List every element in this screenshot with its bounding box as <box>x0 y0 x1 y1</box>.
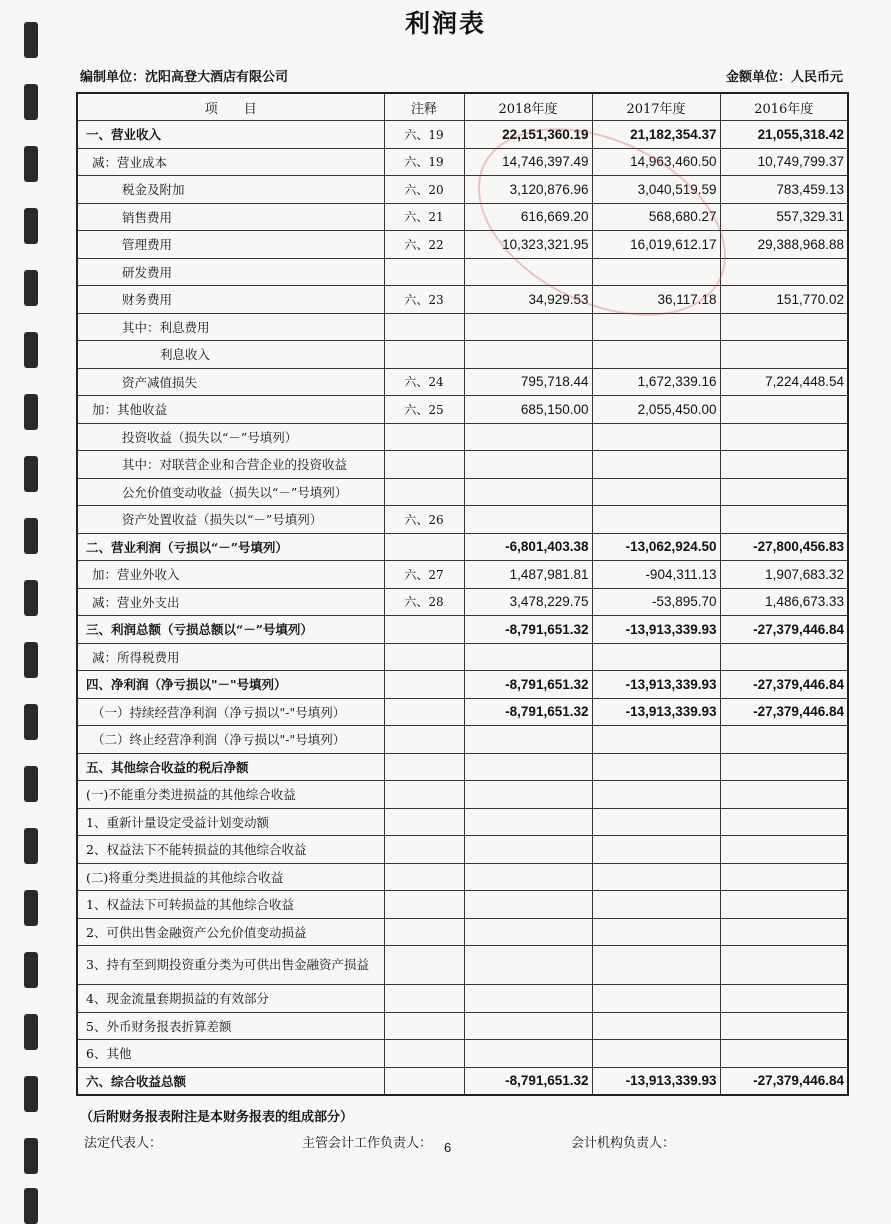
value-2018 <box>464 808 592 836</box>
row-note <box>384 643 464 671</box>
accounting-head-label: 主管会计工作负责人： <box>302 1136 433 1151</box>
row-note: 六、23 <box>384 286 464 314</box>
value-2017: 568,680.27 <box>592 203 720 231</box>
row-label: (一)不能重分类进损益的其他综合收益 <box>77 781 384 809</box>
value-2017 <box>592 643 720 671</box>
binder-hole <box>24 394 38 430</box>
table-row <box>77 616 848 644</box>
row-note <box>384 863 464 891</box>
row-note: 六、24 <box>384 368 464 396</box>
row-note <box>384 836 464 864</box>
value-2018 <box>464 726 592 754</box>
value-2017 <box>592 341 720 369</box>
value-2016: 1,907,683.32 <box>720 561 848 589</box>
value-2017 <box>592 891 720 919</box>
value-2016 <box>720 341 848 369</box>
row-label: 二、营业利润（亏损以“－”号填列） <box>77 533 384 561</box>
binder-hole <box>24 84 38 120</box>
row-label: (二)将重分类进损益的其他综合收益 <box>77 863 384 891</box>
value-2017: 21,182,354.37 <box>592 121 720 149</box>
row-note: 六、21 <box>384 203 464 231</box>
value-2017 <box>592 781 720 809</box>
row-note <box>384 891 464 919</box>
binder-hole <box>24 890 38 926</box>
value-2016 <box>720 506 848 534</box>
row-note <box>384 1067 464 1095</box>
value-2016: -27,800,456.83 <box>720 533 848 561</box>
value-2016: 7,224,448.54 <box>720 368 848 396</box>
row-note <box>384 781 464 809</box>
row-note: 六、19 <box>384 148 464 176</box>
value-2016 <box>720 396 848 424</box>
value-2018: 3,478,229.75 <box>464 588 592 616</box>
value-2017 <box>592 313 720 341</box>
value-2017 <box>592 1012 720 1040</box>
accounting-dept-head-label: 会计机构负责人： <box>571 1136 676 1151</box>
table-row <box>77 946 848 985</box>
value-2016 <box>720 258 848 286</box>
table-row <box>77 533 848 561</box>
value-2017 <box>592 836 720 864</box>
row-label: （一）持续经营净利润（净亏损以"-"号填列） <box>77 698 384 726</box>
binder-hole <box>24 332 38 368</box>
header-2016: 2016年度 <box>720 93 848 121</box>
row-note: 六、26 <box>384 506 464 534</box>
value-2018 <box>464 946 592 985</box>
value-2017: -13,913,339.93 <box>592 1067 720 1095</box>
table-row <box>77 478 848 506</box>
row-label: 财务费用 <box>77 286 384 314</box>
value-2016: 21,055,318.42 <box>720 121 848 149</box>
value-2016 <box>720 726 848 754</box>
value-2017: -53,895.70 <box>592 588 720 616</box>
table-row <box>77 203 848 231</box>
binder-hole <box>24 1188 38 1224</box>
value-2016: 29,388,968.88 <box>720 231 848 259</box>
table-row <box>77 588 848 616</box>
value-2017 <box>592 478 720 506</box>
value-2018: 34,929.53 <box>464 286 592 314</box>
row-label: 3、持有至到期投资重分类为可供出售金融资产损益 <box>77 946 384 985</box>
value-2018 <box>464 258 592 286</box>
row-label: 六、综合收益总额 <box>77 1067 384 1095</box>
value-2018 <box>464 985 592 1013</box>
row-note: 六、19 <box>384 121 464 149</box>
value-2017: 3,040,519.59 <box>592 176 720 204</box>
row-note <box>384 1040 464 1068</box>
table-row <box>77 423 848 451</box>
row-label: 研发费用 <box>77 258 384 286</box>
row-label: 1、权益法下可转损益的其他综合收益 <box>77 891 384 919</box>
table-row <box>77 313 848 341</box>
value-2016: -27,379,446.84 <box>720 616 848 644</box>
binder-hole <box>24 518 38 554</box>
row-note <box>384 423 464 451</box>
value-2018: -8,791,651.32 <box>464 671 592 699</box>
row-note <box>384 753 464 781</box>
row-note <box>384 698 464 726</box>
value-2016 <box>720 478 848 506</box>
header-2018: 2018年度 <box>464 93 592 121</box>
table-row <box>77 1012 848 1040</box>
footer-note: （后附财务报表附注是本财务报表的组成部分） <box>80 1110 354 1125</box>
row-note: 六、25 <box>384 396 464 424</box>
value-2018: -8,791,651.32 <box>464 1067 592 1095</box>
value-2016: 151,770.02 <box>720 286 848 314</box>
row-label: 公允价值变动收益（损失以“－”号填列） <box>77 478 384 506</box>
binder-holes <box>24 0 40 1215</box>
row-note <box>384 451 464 479</box>
value-2016: -27,379,446.84 <box>720 1067 848 1095</box>
row-label: 税金及附加 <box>77 176 384 204</box>
value-2017 <box>592 258 720 286</box>
value-2016: -27,379,446.84 <box>720 698 848 726</box>
value-2017: -904,311.13 <box>592 561 720 589</box>
page-title: 利润表 <box>404 9 486 38</box>
table-row <box>77 781 848 809</box>
row-note: 六、27 <box>384 561 464 589</box>
value-2016 <box>720 1040 848 1068</box>
row-label: 加：其他收益 <box>77 396 384 424</box>
value-2016 <box>720 313 848 341</box>
value-2018 <box>464 451 592 479</box>
binder-hole <box>24 456 38 492</box>
row-label: 销售费用 <box>77 203 384 231</box>
table-row <box>77 836 848 864</box>
row-note <box>384 1012 464 1040</box>
value-2018 <box>464 423 592 451</box>
value-2018: 14,746,397.49 <box>464 148 592 176</box>
value-2018 <box>464 753 592 781</box>
table-row <box>77 985 848 1013</box>
value-2017 <box>592 946 720 985</box>
value-2018 <box>464 918 592 946</box>
row-label: 减：所得税费用 <box>77 643 384 671</box>
binder-hole <box>24 270 38 306</box>
binder-hole <box>24 766 38 802</box>
table-row <box>77 561 848 589</box>
value-2017 <box>592 726 720 754</box>
page-number: 6 <box>444 1140 452 1155</box>
value-2016 <box>720 836 848 864</box>
row-label: 5、外币财务报表折算差额 <box>77 1012 384 1040</box>
row-note <box>384 946 464 985</box>
value-2016 <box>720 808 848 836</box>
value-2016 <box>720 918 848 946</box>
row-label: 2、可供出售金融资产公允价值变动损益 <box>77 918 384 946</box>
table-row <box>77 341 848 369</box>
table-row <box>77 643 848 671</box>
row-label: 2、权益法下不能转损益的其他综合收益 <box>77 836 384 864</box>
value-2016 <box>720 643 848 671</box>
table-row <box>77 671 848 699</box>
row-note: 六、22 <box>384 231 464 259</box>
row-label: 四、净利润（净亏损以"－"号填列） <box>77 671 384 699</box>
value-2017: 2,055,450.00 <box>592 396 720 424</box>
row-note <box>384 808 464 836</box>
binder-hole <box>24 1076 38 1112</box>
table-row <box>77 231 848 259</box>
row-note <box>384 616 464 644</box>
value-2017: -13,913,339.93 <box>592 671 720 699</box>
value-2017 <box>592 1040 720 1068</box>
value-2017 <box>592 451 720 479</box>
row-label: 资产减值损失 <box>77 368 384 396</box>
value-2018 <box>464 341 592 369</box>
table-row <box>77 918 848 946</box>
value-2016: 1,486,673.33 <box>720 588 848 616</box>
table-row <box>77 286 848 314</box>
value-2016 <box>720 985 848 1013</box>
row-label: 一、营业收入 <box>77 121 384 149</box>
row-label: （二）终止经营净利润（净亏损以"-"号填列） <box>77 726 384 754</box>
header-note: 注释 <box>384 93 464 121</box>
row-label: 1、重新计量设定受益计划变动额 <box>77 808 384 836</box>
value-2017 <box>592 863 720 891</box>
table-header-row <box>77 93 848 121</box>
binder-hole <box>24 208 38 244</box>
value-2017: -13,062,924.50 <box>592 533 720 561</box>
binder-hole <box>24 146 38 182</box>
binder-hole <box>24 642 38 678</box>
value-2018 <box>464 891 592 919</box>
value-2017 <box>592 423 720 451</box>
table-row <box>77 451 848 479</box>
row-note: 六、28 <box>384 588 464 616</box>
table-row <box>77 1040 848 1068</box>
row-note <box>384 258 464 286</box>
value-2016: 10,749,799.37 <box>720 148 848 176</box>
table-row <box>77 698 848 726</box>
row-label: 管理费用 <box>77 231 384 259</box>
value-2016 <box>720 863 848 891</box>
value-2018: -8,791,651.32 <box>464 616 592 644</box>
value-2018: -6,801,403.38 <box>464 533 592 561</box>
row-note <box>384 726 464 754</box>
row-label: 其中：对联营企业和合营企业的投资收益 <box>77 451 384 479</box>
row-label: 减：营业成本 <box>77 148 384 176</box>
value-2017: 36,117.18 <box>592 286 720 314</box>
value-2017: 16,019,612.17 <box>592 231 720 259</box>
value-2016 <box>720 891 848 919</box>
row-label: 6、其他 <box>77 1040 384 1068</box>
value-2017 <box>592 918 720 946</box>
value-2018 <box>464 313 592 341</box>
binder-hole <box>24 580 38 616</box>
table-row <box>77 808 848 836</box>
header-item: 项 目 <box>77 93 384 121</box>
value-2016: -27,379,446.84 <box>720 671 848 699</box>
table-row <box>77 396 848 424</box>
value-2017 <box>592 985 720 1013</box>
value-2018 <box>464 863 592 891</box>
value-2017 <box>592 753 720 781</box>
value-2017: 14,963,460.50 <box>592 148 720 176</box>
currency-unit-label: 金额单位：人民币元 <box>725 70 843 85</box>
binder-hole <box>24 1014 38 1050</box>
binder-hole <box>24 704 38 740</box>
value-2018: 22,151,360.19 <box>464 121 592 149</box>
row-label: 减：营业外支出 <box>77 588 384 616</box>
row-label: 五、其他综合收益的税后净额 <box>77 753 384 781</box>
value-2018: 795,718.44 <box>464 368 592 396</box>
row-label: 4、现金流量套期损益的有效部分 <box>77 985 384 1013</box>
binder-hole <box>24 952 38 988</box>
legal-representative-label: 法定代表人： <box>84 1136 163 1151</box>
value-2016: 783,459.13 <box>720 176 848 204</box>
row-label: 投资收益（损失以“－”号填列） <box>77 423 384 451</box>
value-2016 <box>720 451 848 479</box>
table-row <box>77 506 848 534</box>
row-note <box>384 341 464 369</box>
value-2018: 3,120,876.96 <box>464 176 592 204</box>
value-2018: -8,791,651.32 <box>464 698 592 726</box>
row-note <box>384 533 464 561</box>
value-2018 <box>464 1012 592 1040</box>
table-row <box>77 121 848 149</box>
header-2017: 2017年度 <box>592 93 720 121</box>
table-row <box>77 753 848 781</box>
row-label: 利息收入 <box>77 341 384 369</box>
value-2018 <box>464 643 592 671</box>
table-row <box>77 176 848 204</box>
row-label: 其中：利息费用 <box>77 313 384 341</box>
value-2017: 1,672,339.16 <box>592 368 720 396</box>
value-2018 <box>464 1040 592 1068</box>
value-2016 <box>720 423 848 451</box>
value-2018: 10,323,321.95 <box>464 231 592 259</box>
row-label: 资产处置收益（损失以“－”号填列） <box>77 506 384 534</box>
table-row <box>77 863 848 891</box>
table-row <box>77 1067 848 1095</box>
table-row <box>77 148 848 176</box>
row-label: 三、利润总额（亏损总额以“－”号填列） <box>77 616 384 644</box>
value-2016: 557,329.31 <box>720 203 848 231</box>
value-2018: 1,487,981.81 <box>464 561 592 589</box>
value-2016 <box>720 781 848 809</box>
value-2017: -13,913,339.93 <box>592 698 720 726</box>
table-row <box>77 368 848 396</box>
value-2018: 616,669.20 <box>464 203 592 231</box>
value-2016 <box>720 753 848 781</box>
row-note <box>384 918 464 946</box>
compiler-label: 编制单位：沈阳高登大酒店有限公司 <box>80 70 289 85</box>
row-note <box>384 478 464 506</box>
table-body <box>77 121 848 1096</box>
row-note <box>384 313 464 341</box>
row-label: 加：营业外收入 <box>77 561 384 589</box>
table-row <box>77 891 848 919</box>
row-note <box>384 671 464 699</box>
value-2017 <box>592 808 720 836</box>
row-note <box>384 985 464 1013</box>
value-2017 <box>592 506 720 534</box>
income-statement-table <box>76 92 849 1096</box>
value-2016 <box>720 946 848 985</box>
table-row <box>77 726 848 754</box>
table-row <box>77 258 848 286</box>
value-2017: -13,913,339.93 <box>592 616 720 644</box>
value-2018 <box>464 506 592 534</box>
value-2018 <box>464 781 592 809</box>
row-note: 六、20 <box>384 176 464 204</box>
value-2018 <box>464 836 592 864</box>
binder-hole <box>24 1138 38 1174</box>
value-2016 <box>720 1012 848 1040</box>
value-2018 <box>464 478 592 506</box>
binder-hole <box>24 828 38 864</box>
value-2018: 685,150.00 <box>464 396 592 424</box>
